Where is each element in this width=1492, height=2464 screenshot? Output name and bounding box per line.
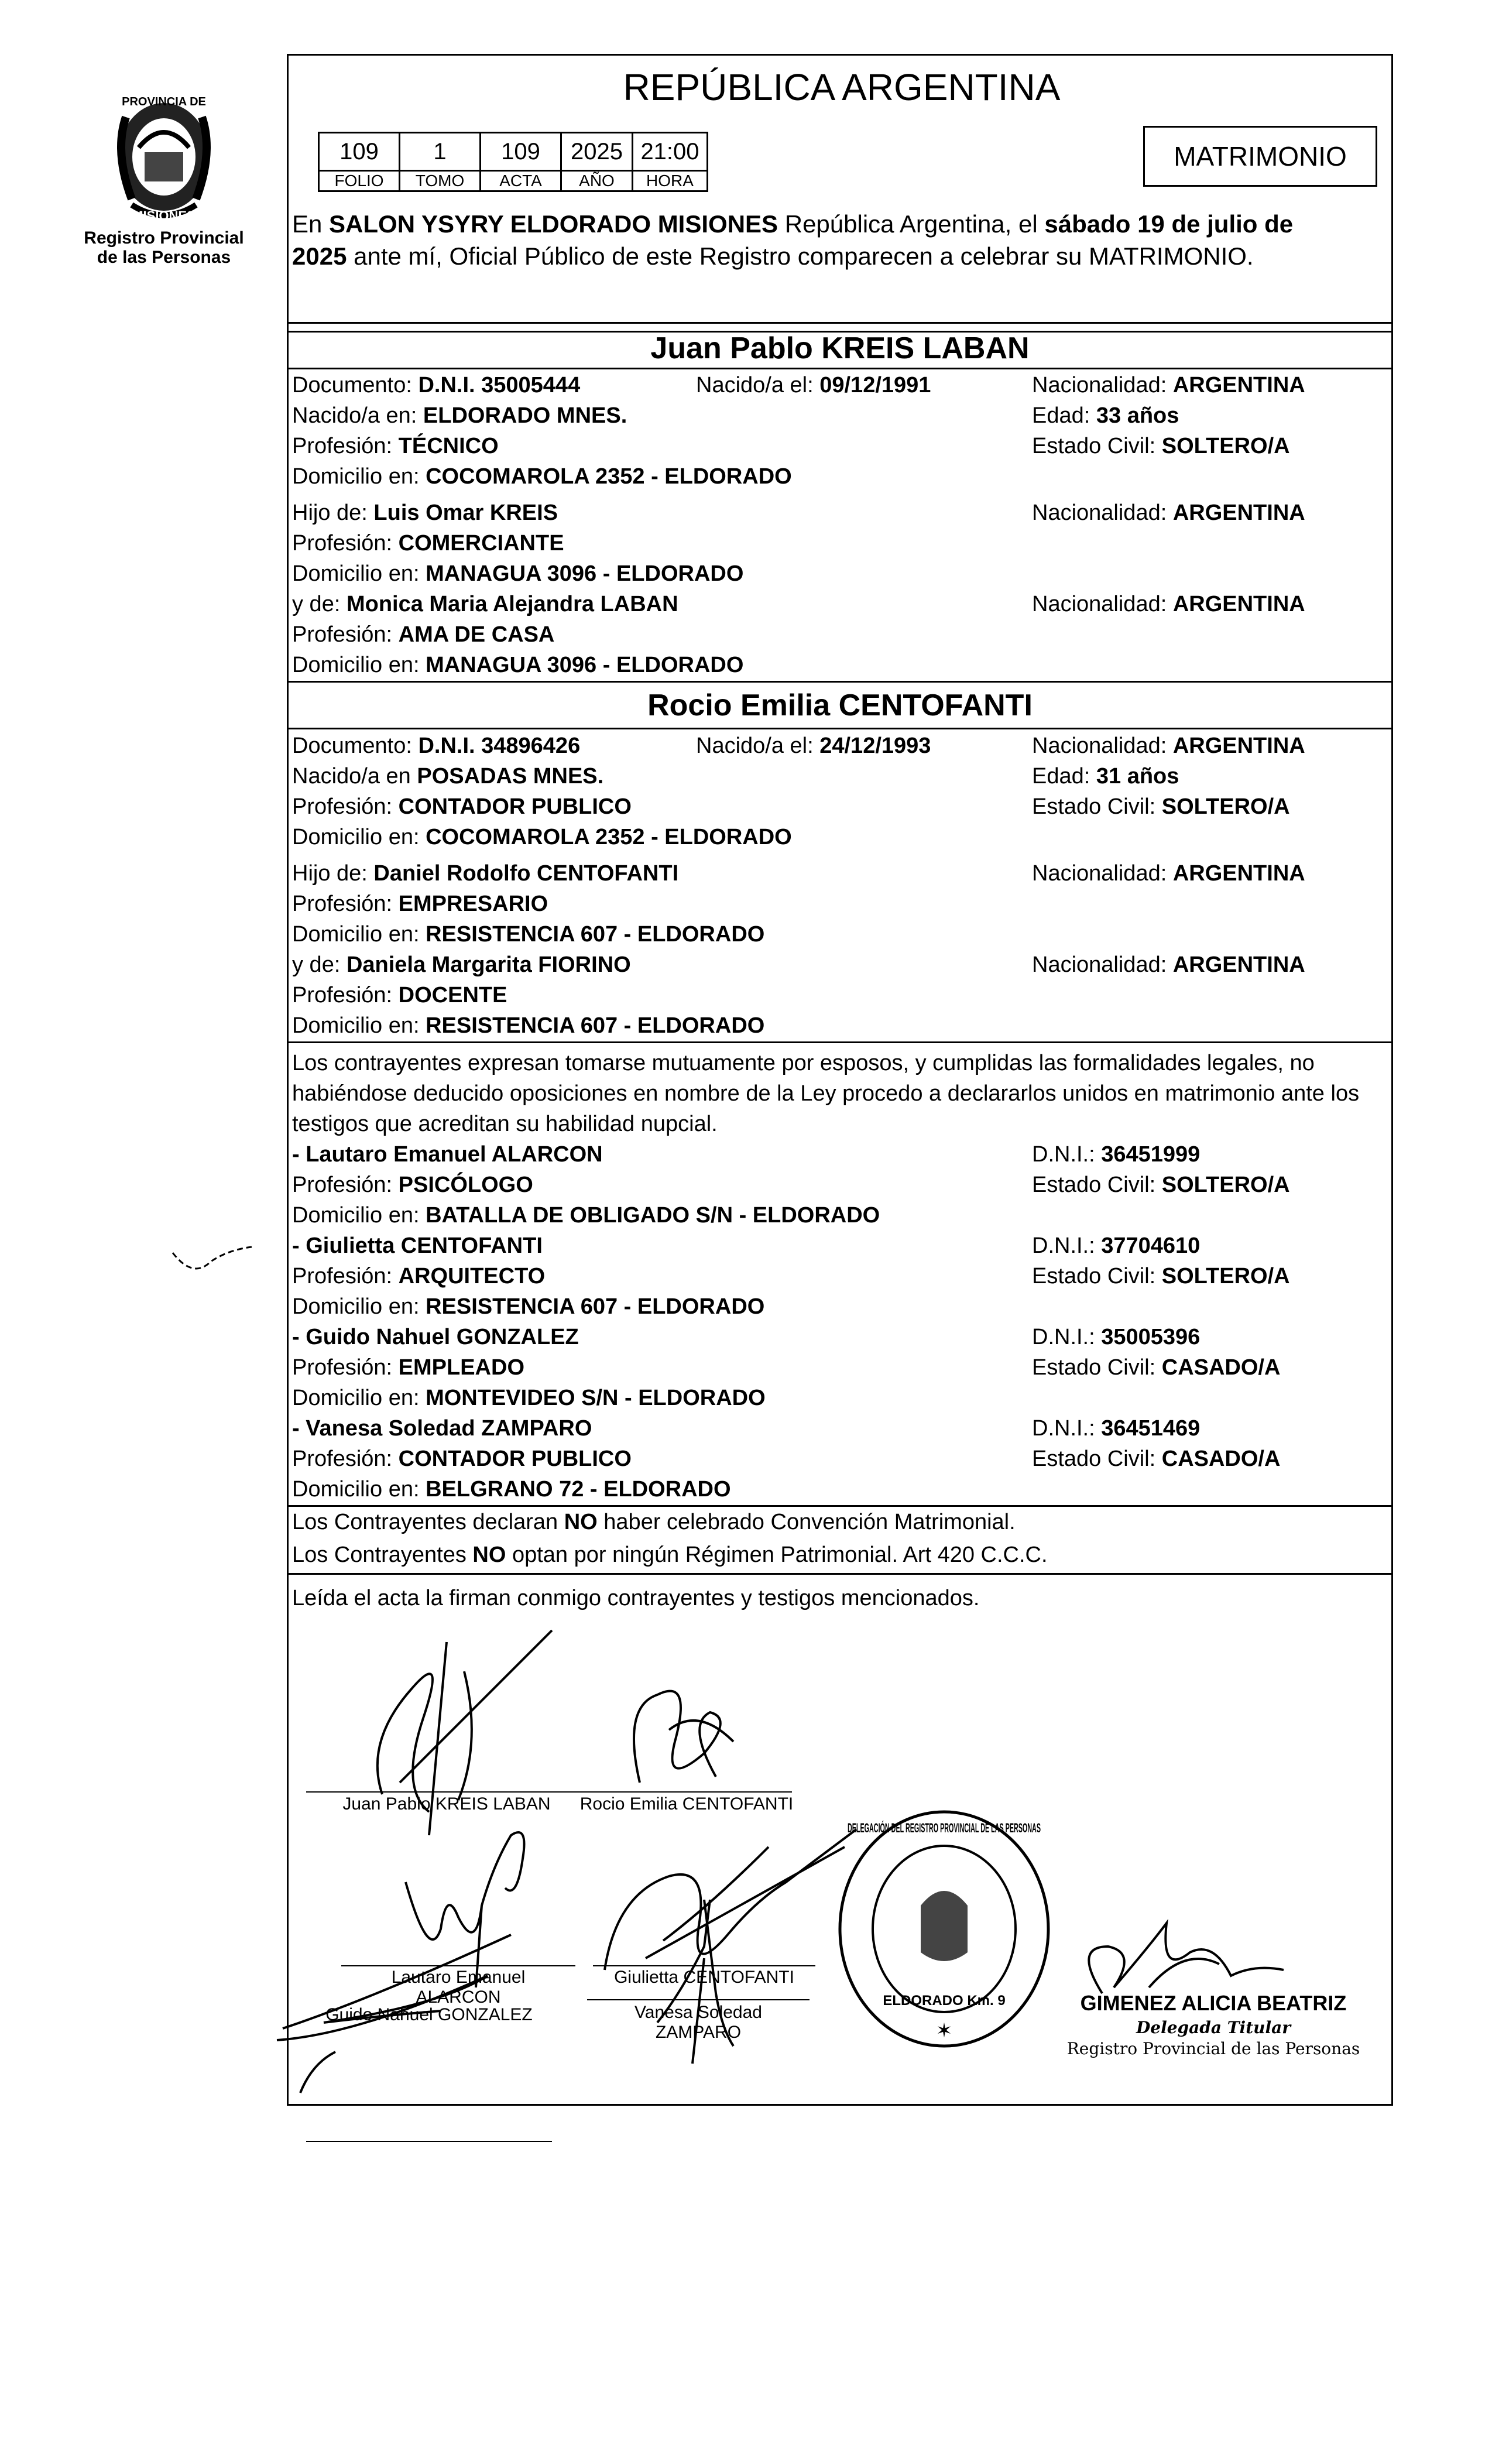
party2-row-mother xyxy=(292,950,1387,979)
province-seal-icon xyxy=(91,82,237,228)
party2-birth-date: 24/12/1993 xyxy=(819,734,931,758)
label: Profesión: xyxy=(292,1173,399,1197)
registry-stamp-icon xyxy=(833,1806,1055,2052)
party2-row-father-profession xyxy=(292,889,1387,919)
party2-mother-nationality: ARGENTINA xyxy=(1172,952,1305,977)
registry-logo-area xyxy=(70,82,258,267)
stamp-inner-text: ELDORADO Km. 9 xyxy=(883,1993,1006,2009)
party1-age: 33 años xyxy=(1096,403,1179,428)
witness1-civil-status: SOLTERO/A xyxy=(1161,1173,1290,1197)
witness3-row-name xyxy=(292,1322,1387,1352)
witness3-row-address xyxy=(292,1383,1387,1413)
intro-text-2: República Argentina, el xyxy=(778,210,1045,238)
label: Nacido/a en xyxy=(292,764,417,789)
witness4-row-name xyxy=(292,1414,1387,1443)
signature-name-1: Juan Pablo KREIS LABAN xyxy=(342,1794,551,1814)
acta-label: ACTA xyxy=(481,171,561,191)
ceremony-place: SALON YSYRY ELDORADO MISIONES xyxy=(329,210,778,238)
tomo-label: TOMO xyxy=(400,171,481,191)
label: Estado Civil: xyxy=(1032,434,1162,458)
label: Edad: xyxy=(1032,764,1096,789)
logo-caption-line2: de las Personas xyxy=(97,248,231,267)
witness1-address: BATALLA DE OBLIGADO S/N - ELDORADO xyxy=(426,1203,880,1228)
label: haber celebrado Convención Matrimonial. xyxy=(597,1510,1016,1534)
official-office: Registro Provincial de las Personas xyxy=(1066,2039,1360,2058)
logo-caption-line1: Registro Provincial xyxy=(84,228,244,248)
party1-profession: TÉCNICO xyxy=(398,434,499,458)
label: Nacionalidad: xyxy=(1032,734,1173,758)
label: Domicilio en: xyxy=(292,1386,426,1410)
signature-name-3a: Lautaro Emanuel xyxy=(391,1968,526,1987)
party1-father: Luis Omar KREIS xyxy=(373,501,558,525)
party1-father-profession: COMERCIANTE xyxy=(398,531,564,556)
witness1-name: - Lautaro Emanuel ALARCON xyxy=(292,1142,603,1167)
party1-father-address: MANAGUA 3096 - ELDORADO xyxy=(426,561,744,586)
party2-document: D.N.I. 34896426 xyxy=(418,734,581,758)
label: Profesión: xyxy=(292,434,399,458)
party1-row-profession xyxy=(292,431,1387,461)
party2-father-profession: EMPRESARIO xyxy=(398,892,548,916)
witness4-row-address xyxy=(292,1475,1387,1504)
signature-2-icon xyxy=(616,1671,751,1794)
anio-label: AÑO xyxy=(561,171,633,191)
record-reference-table xyxy=(318,132,708,192)
party1-row-mother-address xyxy=(292,650,1387,680)
label: Domicilio en: xyxy=(292,653,426,677)
signature-name-5: Guido Nahuel GONZALEZ xyxy=(325,2005,533,2024)
party2-address: COCOMAROLA 2352 - ELDORADO xyxy=(426,825,792,849)
witness3-row-profession xyxy=(292,1353,1387,1382)
label: Estado Civil: xyxy=(1032,1173,1162,1197)
witness1-profession: PSICÓLOGO xyxy=(398,1173,533,1197)
witness1-row-name xyxy=(292,1140,1387,1169)
party2-nationality: ARGENTINA xyxy=(1172,734,1305,758)
label: Domicilio en: xyxy=(292,1203,426,1228)
label: Profesión: xyxy=(292,531,399,556)
party1-row-father xyxy=(292,498,1387,527)
label: Documento: xyxy=(292,373,419,397)
label: Hijo de: xyxy=(292,501,374,525)
label: Profesión: xyxy=(292,794,399,819)
witness1-dni: 36451999 xyxy=(1101,1142,1201,1167)
party1-document: D.N.I. 35005444 xyxy=(418,373,581,397)
divider xyxy=(289,728,1391,729)
ceremony-date-1: sábado 19 de julio de xyxy=(1044,210,1294,238)
party2-profession: CONTADOR PUBLICO xyxy=(398,794,632,819)
party1-row-address xyxy=(292,462,1387,491)
label: D.N.I.: xyxy=(1032,1416,1102,1441)
signature-intro-text: Leída el acta la firman conmigo contrayentes y testigos mencionados. xyxy=(292,1586,980,1610)
anio-value: 2025 xyxy=(561,133,633,171)
witness4-row-profession xyxy=(292,1444,1387,1473)
party2-row-father xyxy=(292,859,1387,888)
party1-birth-date: 09/12/1991 xyxy=(819,373,931,397)
label: y de: xyxy=(292,592,347,616)
label: Profesión: xyxy=(292,983,399,1007)
party1-row-mother xyxy=(292,590,1387,619)
party2-row-mother-profession xyxy=(292,981,1387,1010)
party1-mother: Monica Maria Alejandra LABAN xyxy=(346,592,678,616)
signature-line xyxy=(306,2141,552,2142)
label: Nacido/a en: xyxy=(292,403,423,428)
signature-name-6a: Vanesa Soledad xyxy=(634,2003,762,2022)
party2-father: Daniel Rodolfo CENTOFANTI xyxy=(373,861,679,886)
party1-father-nationality: ARGENTINA xyxy=(1172,501,1305,525)
party2-civil-status: SOLTERO/A xyxy=(1161,794,1290,819)
party2-father-nationality: ARGENTINA xyxy=(1172,861,1305,886)
witness2-row-address xyxy=(292,1292,1387,1321)
signature-name-6b: ZAMPARO xyxy=(655,2023,742,2042)
label: Profesión: xyxy=(292,1447,399,1471)
certificate-frame xyxy=(287,54,1393,2106)
intro-paragraph xyxy=(292,208,1392,272)
label: Estado Civil: xyxy=(1032,1355,1162,1380)
label: Nacionalidad: xyxy=(1032,592,1173,616)
party1-row-father-address xyxy=(292,559,1387,588)
divider xyxy=(289,1041,1391,1043)
tomo-value: 1 xyxy=(400,133,481,171)
party1-mother-nationality: ARGENTINA xyxy=(1172,592,1305,616)
label: Estado Civil: xyxy=(1032,1264,1162,1288)
label: Domicilio en: xyxy=(292,561,426,586)
label: Nacionalidad: xyxy=(1032,373,1173,397)
party1-name: Juan Pablo KREIS LABAN xyxy=(650,331,1030,365)
party2-row-birthplace xyxy=(292,762,1387,791)
witness1-row-profession xyxy=(292,1170,1387,1200)
party1-nationality: ARGENTINA xyxy=(1172,373,1305,397)
label: Domicilio en: xyxy=(292,1013,426,1038)
act-type-box: MATRIMONIO xyxy=(1143,126,1377,187)
margin-check-mark-icon xyxy=(170,1244,258,1285)
label: Nacionalidad: xyxy=(1032,952,1173,977)
party2-birthplace: POSADAS MNES. xyxy=(417,764,604,789)
label: Nacido/a el: xyxy=(696,734,820,758)
label: Documento: xyxy=(292,734,419,758)
witness3-civil-status: CASADO/A xyxy=(1161,1355,1281,1380)
party2-row-document xyxy=(292,731,1387,760)
label: Domicilio en: xyxy=(292,1477,426,1502)
party1-mother-address: MANAGUA 3096 - ELDORADO xyxy=(426,653,744,677)
signature-5-icon xyxy=(265,1917,570,2093)
witness4-name: - Vanesa Soledad ZAMPARO xyxy=(292,1416,592,1441)
divider xyxy=(289,322,1391,324)
party2-mother-profession: DOCENTE xyxy=(398,983,507,1007)
ceremony-date-2: 2025 xyxy=(292,242,347,270)
official-signature-icon xyxy=(1067,1911,1289,1999)
acta-value: 109 xyxy=(481,133,561,171)
signature-1-icon xyxy=(330,1625,564,1835)
folio-value: 109 xyxy=(319,133,400,171)
party2-name: Rocio Emilia CENTOFANTI xyxy=(647,688,1033,722)
legal-declaration: Los contrayentes expresan tomarse mutuamente por esposos, y cumplidas las formalidades legales, no habiéndose deducido oposiciones en nombre de la Ley procedo a declararlos unidos en matrimonio ante los testigos que acreditan su habilidad nupcial. xyxy=(292,1051,1360,1136)
convention-line-2 xyxy=(292,1540,1387,1569)
label: Los Contrayentes declaran xyxy=(292,1510,564,1534)
label: Domicilio en: xyxy=(292,922,426,947)
party1-row-birthplace xyxy=(292,401,1387,430)
label: Los Contrayentes xyxy=(292,1543,473,1567)
party1-row-mother-profession xyxy=(292,620,1387,649)
signature-name-4: Giulietta CENTOFANTI xyxy=(614,1968,794,1987)
witness4-address: BELGRANO 72 - ELDORADO xyxy=(426,1477,731,1502)
convention-line-1 xyxy=(292,1507,1387,1537)
party2-row-profession xyxy=(292,792,1387,821)
convention-no-1: NO xyxy=(564,1510,598,1534)
witness4-profession: CONTADOR PUBLICO xyxy=(398,1447,632,1471)
witness2-dni: 37704610 xyxy=(1101,1233,1201,1258)
party2-mother-address: RESISTENCIA 607 - ELDORADO xyxy=(426,1013,765,1038)
seal-top-text: PROVINCIA DE xyxy=(122,95,206,108)
party2-row-father-address xyxy=(292,920,1387,949)
label: D.N.I.: xyxy=(1032,1233,1102,1258)
witness2-name: - Giulietta CENTOFANTI xyxy=(292,1233,543,1258)
hora-label: HORA xyxy=(633,171,708,191)
witness4-dni: 36451469 xyxy=(1101,1416,1201,1441)
witness2-row-profession xyxy=(292,1262,1387,1291)
label: Estado Civil: xyxy=(1032,794,1162,819)
signature-6-icon xyxy=(646,1888,745,2064)
convention-no-2: NO xyxy=(472,1543,506,1567)
party2-mother: Daniela Margarita FIORINO xyxy=(346,952,631,977)
divider xyxy=(289,1505,1391,1507)
party1-row-father-profession xyxy=(292,529,1387,558)
folio-label: FOLIO xyxy=(319,171,400,191)
signature-name-3b: ALARCON xyxy=(416,1987,501,2007)
label: D.N.I.: xyxy=(1032,1325,1102,1349)
party1-row-document xyxy=(292,371,1387,400)
party1-birthplace: ELDORADO MNES. xyxy=(423,403,627,428)
page-title: REPÚBLICA ARGENTINA xyxy=(623,66,1061,108)
label: optan por ningún Régimen Patrimonial. Art 420 C.C.C. xyxy=(506,1543,1048,1567)
party1-address: COCOMAROLA 2352 - ELDORADO xyxy=(426,464,792,489)
label: Profesión: xyxy=(292,1355,399,1380)
party2-row-mother-address xyxy=(292,1011,1387,1040)
star-icon: ✶ xyxy=(935,2020,953,2042)
label: Nacido/a el: xyxy=(696,373,820,397)
label: Domicilio en: xyxy=(292,464,426,489)
divider xyxy=(289,681,1391,683)
signature-intro xyxy=(292,1584,1387,1613)
witness3-name: - Guido Nahuel GONZALEZ xyxy=(292,1325,579,1349)
witness4-civil-status: CASADO/A xyxy=(1161,1447,1281,1471)
official-name: GIMENEZ ALICIA BEATRIZ xyxy=(1080,1991,1347,2015)
witness2-address: RESISTENCIA 607 - ELDORADO xyxy=(426,1294,765,1319)
label: Hijo de: xyxy=(292,861,374,886)
party1-mother-profession: AMA DE CASA xyxy=(398,622,555,647)
label: y de: xyxy=(292,952,347,977)
witness2-profession: ARQUITECTO xyxy=(398,1264,546,1288)
hora-value: 21:00 xyxy=(633,133,708,171)
label: Profesión: xyxy=(292,622,399,647)
seal-bottom-text: MISIONES xyxy=(132,208,195,223)
intro-text-3: ante mí, Oficial Público de este Registro comparecen a celebrar su MATRIMONIO. xyxy=(347,242,1254,270)
party2-row-address xyxy=(292,823,1387,852)
label: Profesión: xyxy=(292,892,399,916)
intro-text-1: En xyxy=(292,210,330,238)
witness2-civil-status: SOLTERO/A xyxy=(1161,1264,1290,1288)
witness3-address: MONTEVIDEO S/N - ELDORADO xyxy=(426,1386,766,1410)
divider xyxy=(289,368,1391,369)
label: Estado Civil: xyxy=(1032,1447,1162,1471)
stamp-ring-text: DELEGACIÓN DEL REGISTRO PROVINCIAL DE LAS PERSONAS xyxy=(848,1821,1041,1835)
party2-age: 31 años xyxy=(1096,764,1179,789)
label: Domicilio en: xyxy=(292,1294,426,1319)
witness3-profession: EMPLEADO xyxy=(398,1355,525,1380)
label: Nacionalidad: xyxy=(1032,501,1173,525)
label: Domicilio en: xyxy=(292,825,426,849)
signature-name-2: Rocio Emilia CENTOFANTI xyxy=(579,1794,794,1814)
witness2-row-name xyxy=(292,1231,1387,1260)
party1-civil-status: SOLTERO/A xyxy=(1161,434,1290,458)
witness1-row-address xyxy=(292,1201,1387,1230)
label: Profesión: xyxy=(292,1264,399,1288)
divider xyxy=(289,1573,1391,1575)
witness3-dni: 35005396 xyxy=(1101,1325,1201,1349)
party2-father-address: RESISTENCIA 607 - ELDORADO xyxy=(426,922,765,947)
label: Edad: xyxy=(1032,403,1096,428)
official-title: Delegada Titular xyxy=(1136,2018,1291,2037)
label: D.N.I.: xyxy=(1032,1142,1102,1167)
label: Nacionalidad: xyxy=(1032,861,1173,886)
